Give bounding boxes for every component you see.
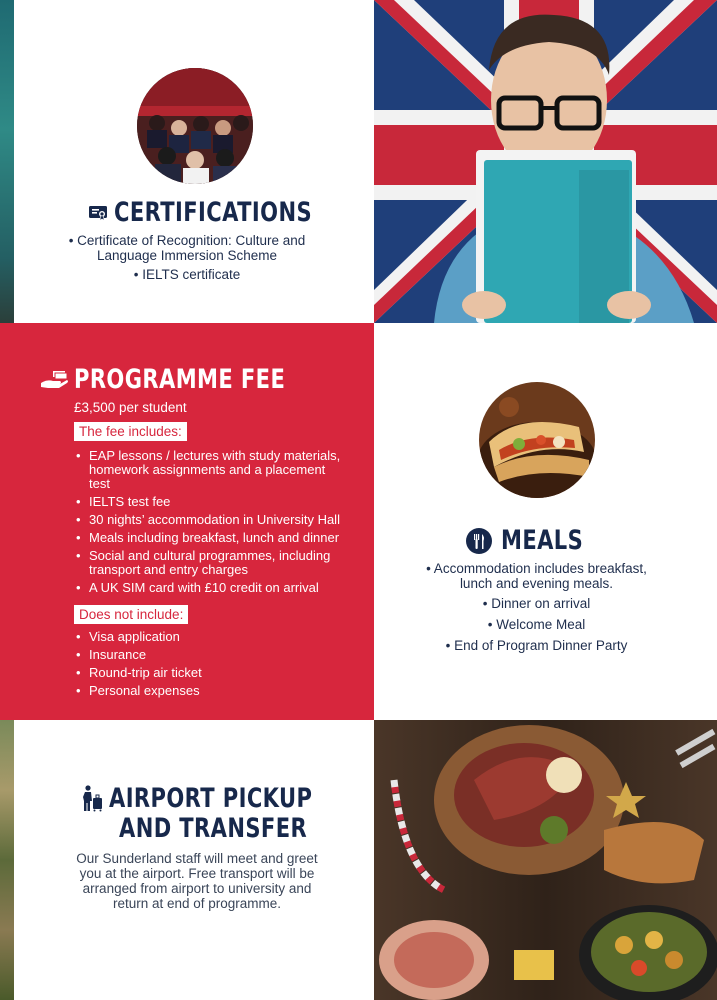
fee-includes-list <box>74 449 349 599</box>
certifications-panel <box>0 0 374 323</box>
cutlery-icon <box>466 528 492 554</box>
meals-item-2: • Dinner on arrival <box>482 596 591 611</box>
certifications-item-1: • Certificate of Recognition: Culture and Language Immersion Scheme <box>68 233 306 263</box>
meals-panel <box>374 323 717 720</box>
fee-exclude-item: • Insurance <box>74 648 349 662</box>
fee-exclude-item: • Round-trip air ticket <box>74 666 349 680</box>
meals-title: MEALS <box>501 525 584 556</box>
left-edge-photo-strip <box>0 0 14 323</box>
fee-exclude-item: • Visa application <box>74 630 349 644</box>
certificate-icon <box>88 205 108 221</box>
fee-include-item: • Social and cultural programmes, including transport and entry charges <box>74 549 349 577</box>
traveler-luggage-icon <box>82 785 104 812</box>
hand-money-icon <box>40 370 70 390</box>
certifications-title: CERTIFICATIONS <box>114 197 313 228</box>
fee-includes-label: The fee includes: <box>74 422 187 441</box>
fee-include-item: • A UK SIM card with £10 credit on arrival <box>74 581 349 595</box>
certifications-item-2: • IELTS certificate <box>133 267 241 282</box>
airport-title-line-2: AND TRANSFER <box>119 813 308 844</box>
wrap-food-photo <box>479 382 595 498</box>
classroom-photo <box>137 68 253 184</box>
meals-item-1: • Accommodation includes breakfast, lunch and evening meals. <box>426 561 647 591</box>
meals-item-3: • Welcome Meal <box>487 617 586 632</box>
airport-panel <box>0 720 374 1000</box>
food-table-photo <box>374 720 717 1000</box>
fee-excludes-list <box>74 630 349 702</box>
programme-fee-panel <box>0 323 374 720</box>
fee-include-item: • Meals including breakfast, lunch and dinner <box>74 531 349 545</box>
programme-fee-price: £3,500 per student <box>74 400 187 415</box>
airport-title-line-1: AIRPORT PICKUP <box>109 783 313 814</box>
left-edge-city-photo-strip <box>0 720 14 1000</box>
fee-include-item: • EAP lessons / lectures with study materials, homework assignments and a placement test <box>74 449 349 491</box>
student-flag-photo <box>374 0 717 323</box>
fee-include-item: • 30 nights’ accommodation in University Hall <box>74 513 349 527</box>
fee-exclude-item: • Personal expenses <box>74 684 349 698</box>
programme-fee-title: PROGRAMME FEE <box>74 364 286 395</box>
meals-item-4: • End of Program Dinner Party <box>445 638 628 653</box>
fee-excludes-label: Does not include: <box>74 605 188 624</box>
airport-description: Our Sunderland staff will meet and greet you at the airport. Free transport will be arranged from airport to university and return at end of programme. <box>76 851 318 911</box>
fee-include-item: • IELTS test fee <box>74 495 349 509</box>
